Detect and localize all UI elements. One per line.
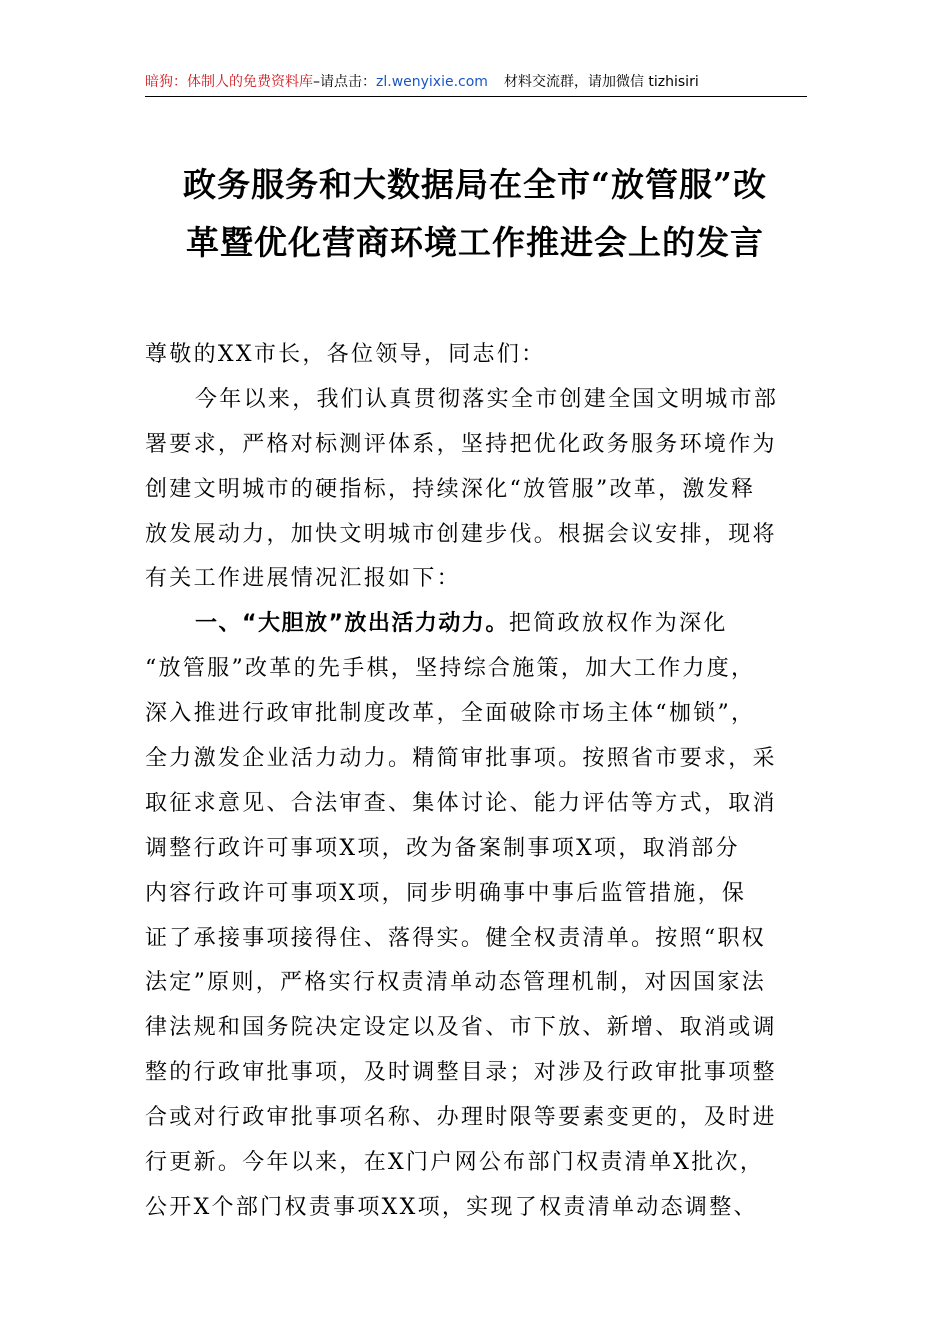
section-1-line: 律法规和国务院决定设定以及省、市下放、新增、取消或调 — [145, 1015, 777, 1041]
section-1-line: 取征求意见、合法审查、集体讨论、能力评估等方式，取消 — [145, 790, 777, 816]
salutation: 尊敬的XX市长，各位领导，同志们： — [145, 342, 546, 367]
header-link[interactable]: zl.wenyixie.com — [376, 74, 488, 90]
header-brand: 暗狗：体制人的免费资料库 — [145, 74, 313, 90]
section-1-line: 公开X个部门权责事项XX项，实现了权责清单动态调整、 — [145, 1194, 758, 1220]
section-1-line: 整的行政审批事项，及时调整目录；对涉及行政审批事项整 — [145, 1060, 777, 1086]
title-line-1: 政务服务和大数据局在全市“放管服”改 — [183, 165, 767, 204]
section-1-line: 深入推进行政审批制度改革，全面破除市场主体“枷锁”， — [145, 701, 756, 727]
header-prompt: –请点击： — [313, 74, 376, 90]
paragraph-1-line: 署要求，严格对标测评体系，坚持把优化政务服务环境作为 — [145, 431, 777, 457]
section-1-line: “放管服”改革的先手棋，坚持综合施策，加大工作力度， — [145, 656, 756, 682]
document-body — [145, 333, 810, 1231]
section-1-line: 全力激发企业活力动力。精简审批事项。按照省市要求，采 — [145, 746, 777, 772]
page-header — [145, 68, 805, 96]
header-contact: 材料交流群，请加微信 tizhisiri — [503, 74, 699, 90]
section-1-line: 调整行政许可事项X项，改为备案制事项X项，取消部分 — [145, 835, 740, 861]
paragraph-1-line: 放发展动力，加快文明城市创建步伐。根据会议安排，现将 — [145, 521, 777, 547]
section-1-line: 内容行政许可事项X项，同步明确事中事后监管措施，保 — [145, 880, 747, 906]
section-1-line: 证了承接事项接得住、落得实。健全权责清单。按照“职权 — [145, 925, 767, 951]
section-1-line: 行更新。今年以来，在X门户网公布部门权责清单X批次， — [145, 1150, 765, 1176]
section-1-first-text: 把简政放权作为深化 — [508, 611, 728, 637]
paragraph-1-line: 有关工作进展情况汇报如下： — [145, 566, 461, 592]
section-1-line: 法定”原则，严格实行权责清单动态管理机制，对因国家法 — [145, 970, 767, 996]
section-1-first-line — [145, 602, 810, 647]
section-1-heading: 一、“大胆放”放出活力动力。 — [195, 611, 509, 637]
header-divider — [145, 96, 807, 97]
paragraph-1-line: 今年以来，我们认真贯彻落实全市创建全国文明城市部 — [195, 386, 779, 412]
section-1-line: 合或对行政审批事项名称、办理时限等要素变更的，及时进 — [145, 1105, 777, 1131]
document-title — [120, 156, 830, 272]
title-line-2: 革暨优化营商环境工作推进会上的发言 — [186, 223, 764, 262]
paragraph-1-line: 创建文明城市的硬指标，持续深化“放管服”改革，激发释 — [145, 476, 756, 502]
